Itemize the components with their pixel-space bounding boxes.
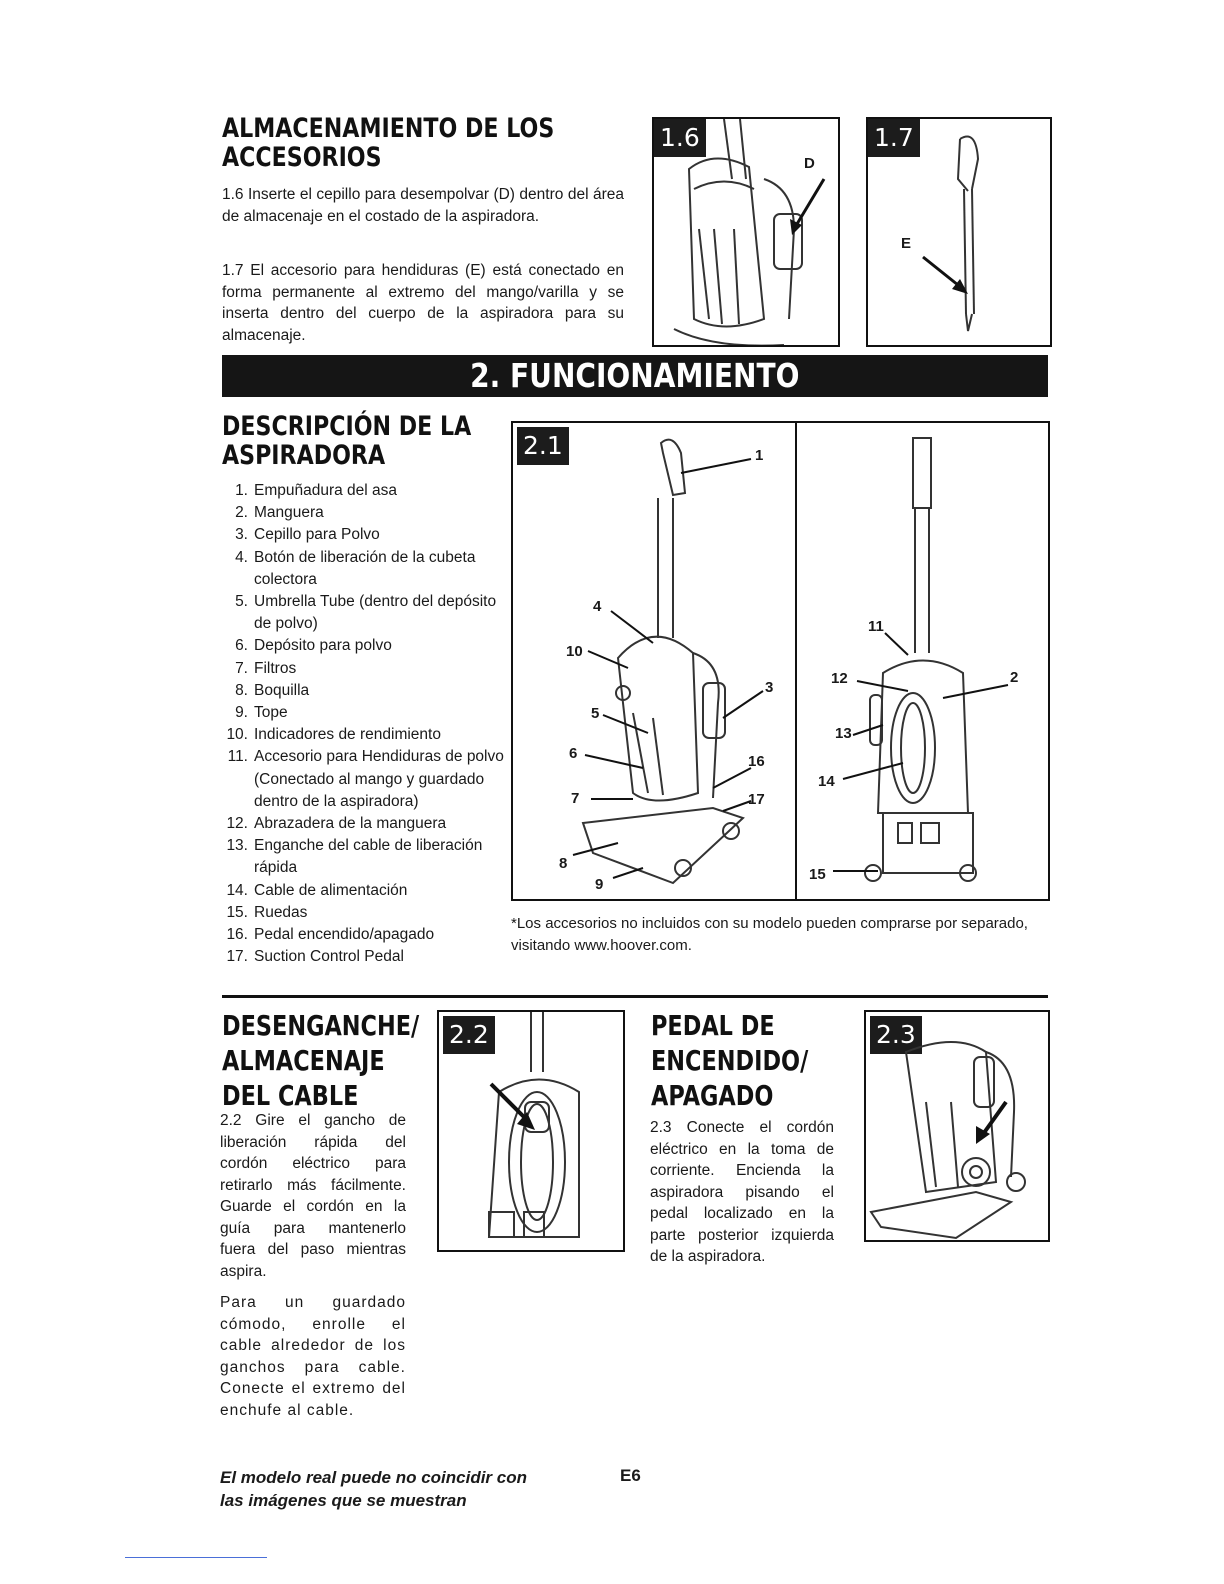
parts-list-item [220, 480, 504, 502]
figure-2-2-label: 2.2 [443, 1016, 495, 1054]
figure-2-2 [437, 1010, 625, 1252]
cable-title [222, 1008, 419, 1113]
cable-title-line3: DEL CABLE [222, 1079, 359, 1112]
accessories-note: *Los accesorios no incluidos con su modelo pueden comprarse por separado, visitando www.hoover.com. [511, 915, 1028, 954]
parts-list [220, 480, 504, 968]
callout-4: 4 [593, 598, 602, 615]
cable-paragraph-1: 2.2 Gire el gancho de liberación rápida del cordón eléctrico para retirarlo más fácilmente. Guarde el cordón en la guía para mantenerlo fuera del paso mientras aspira. [220, 1112, 406, 1280]
section-title: 2. FUNCIONAMIENTO [470, 356, 800, 395]
callout-12: 12 [831, 670, 848, 687]
figure-2-3 [864, 1010, 1050, 1242]
callout-7: 7 [571, 790, 580, 807]
part-number: 14. [226, 881, 248, 899]
figure-2-1-label: 2.1 [517, 427, 569, 465]
parts-list-item [220, 547, 504, 591]
cable-hook-illustration [439, 1012, 623, 1250]
description-title-line1: DESCRIPCIÓN DE LA [222, 411, 472, 442]
pedal-title [651, 1008, 808, 1113]
part-label: Depósito para polvo [254, 637, 392, 655]
part-number: 17. [226, 948, 248, 966]
part-number: 13. [226, 837, 248, 855]
part-number: 11. [227, 748, 248, 766]
vacuum-front-back-illustration [513, 423, 1048, 899]
parts-list-item [220, 924, 504, 946]
callout-14: 14 [818, 773, 835, 790]
parts-list-item [220, 658, 504, 680]
pedal-paragraph: 2.3 Conecte el cordón eléctrico en la toma de corriente. Encienda la aspiradora pisando el pedal localizado en la parte posterior izquierda de la aspiradora. [650, 1119, 834, 1265]
callout-e: E [901, 235, 912, 252]
figure-1-7-label: 1.7 [868, 119, 920, 157]
part-label: Abrazadera de la manguera [254, 815, 447, 833]
storage-paragraph-1: 1.6 Inserte el cepillo para desempolvar (D) dentro del área de almacenaje en el costado de la aspiradora. [222, 186, 624, 225]
callout-16: 16 [748, 753, 765, 770]
part-label: Manguera [254, 504, 324, 522]
part-number: 7. [235, 659, 248, 677]
part-label: Empuñadura del asa [254, 482, 398, 499]
parts-list-item [220, 635, 504, 657]
part-label: Filtros [254, 659, 297, 677]
part-number: 4. [235, 548, 248, 566]
part-label: Boquilla [254, 681, 310, 699]
callout-d: D [804, 155, 815, 172]
callout-10: 10 [566, 643, 583, 660]
parts-list-item [220, 524, 504, 546]
parts-list-item [220, 680, 504, 702]
parts-list-item [220, 746, 504, 813]
pedal-title-line3: APAGADO [651, 1079, 774, 1112]
vacuum-side-illustration [654, 119, 838, 345]
storage-title-line1: ALMACENAMIENTO DE LOS [222, 113, 555, 144]
part-label: Accesorio para Hendiduras de polvo (Conectado al mango y guardado dentro de la aspiradora) [254, 748, 504, 810]
cable-paragraph-2: Para un guardado cómodo, enrolle el cable alrededor de los ganchos para cable. Conecte el extremo del enchufe al cable. [220, 1294, 406, 1419]
part-label: Ruedas [254, 903, 308, 921]
pedal-title-line2: ENCENDIDO/ [651, 1044, 809, 1077]
part-label: Enganche del cable de liberación rápida [254, 837, 483, 877]
callout-11: 11 [868, 618, 884, 635]
description-title [222, 412, 471, 470]
part-number: 2. [235, 504, 248, 522]
parts-list-item [220, 946, 504, 968]
parts-list-item [220, 902, 504, 924]
storage-title-line2: ACCESORIOS [222, 142, 382, 174]
part-label: Suction Control Pedal [254, 948, 404, 966]
callout-3: 3 [765, 679, 774, 696]
part-number: 15. [226, 903, 248, 921]
part-number: 16. [226, 926, 248, 944]
section-divider [222, 995, 1048, 998]
callout-1: 1 [755, 447, 764, 464]
figure-1-6 [652, 117, 840, 347]
storage-title [222, 114, 554, 172]
parts-list-item [220, 880, 504, 902]
page-number: E6 [620, 1466, 641, 1485]
callout-13: 13 [835, 725, 852, 742]
part-number: 3. [235, 526, 248, 544]
part-label: Pedal encendido/apagado [254, 926, 435, 944]
part-label: Umbrella Tube (dentro del depósito de polvo) [254, 593, 497, 633]
part-number: 6. [235, 637, 248, 655]
parts-list-item [220, 502, 504, 524]
callout-9: 9 [595, 876, 604, 893]
cable-title-line2: ALMACENAJE [222, 1044, 385, 1077]
parts-list-item [220, 702, 504, 724]
callout-6: 6 [569, 745, 578, 762]
part-label: Tope [254, 704, 288, 722]
disclaimer-line1: El modelo real puede no coincidir con [220, 1468, 527, 1487]
figure-2-3-label: 2.3 [870, 1016, 922, 1054]
parts-list-item [220, 724, 504, 746]
crevice-tool-illustration [868, 119, 1050, 345]
parts-list-item [220, 835, 504, 879]
callout-15: 15 [809, 866, 826, 883]
disclaimer-line2: las imágenes que se muestran [220, 1491, 467, 1510]
pedal-illustration [866, 1012, 1048, 1240]
part-label: Cepillo para Polvo [254, 526, 380, 544]
part-label: Indicadores de rendimiento [254, 726, 441, 744]
pedal-title-line1: PEDAL DE [651, 1009, 775, 1042]
section-header [222, 355, 1048, 397]
callout-2: 2 [1010, 669, 1019, 686]
part-number: 12. [226, 815, 248, 833]
part-number: 1. [235, 482, 248, 499]
figure-1-6-label: 1.6 [654, 119, 706, 157]
figure-1-7 [866, 117, 1052, 347]
cable-title-line1: DESENGANCHE/ [222, 1009, 420, 1042]
callout-5: 5 [591, 705, 600, 722]
storage-paragraph-2: 1.7 El accesorio para hendiduras (E) está conectado en forma permanente al extremo del mango/varilla y se inserta dentro del cuerpo de la aspiradora para su almacenaje. [222, 262, 624, 344]
callout-8: 8 [559, 855, 568, 872]
part-label: Cable de alimentación [254, 881, 408, 899]
parts-list-item [220, 591, 504, 635]
figure-2-1 [511, 421, 1050, 901]
callout-17: 17 [748, 791, 765, 808]
part-number: 10. [226, 726, 248, 744]
parts-list-item [220, 813, 504, 835]
part-label: Botón de liberación de la cubeta colectora [254, 548, 476, 588]
part-number: 9. [235, 704, 248, 722]
part-number: 8. [235, 681, 248, 699]
scan-artifact-line [125, 1557, 267, 1558]
disclaimer [220, 1466, 527, 1512]
part-number: 5. [235, 593, 248, 611]
description-title-line2: ASPIRADORA [222, 440, 386, 472]
